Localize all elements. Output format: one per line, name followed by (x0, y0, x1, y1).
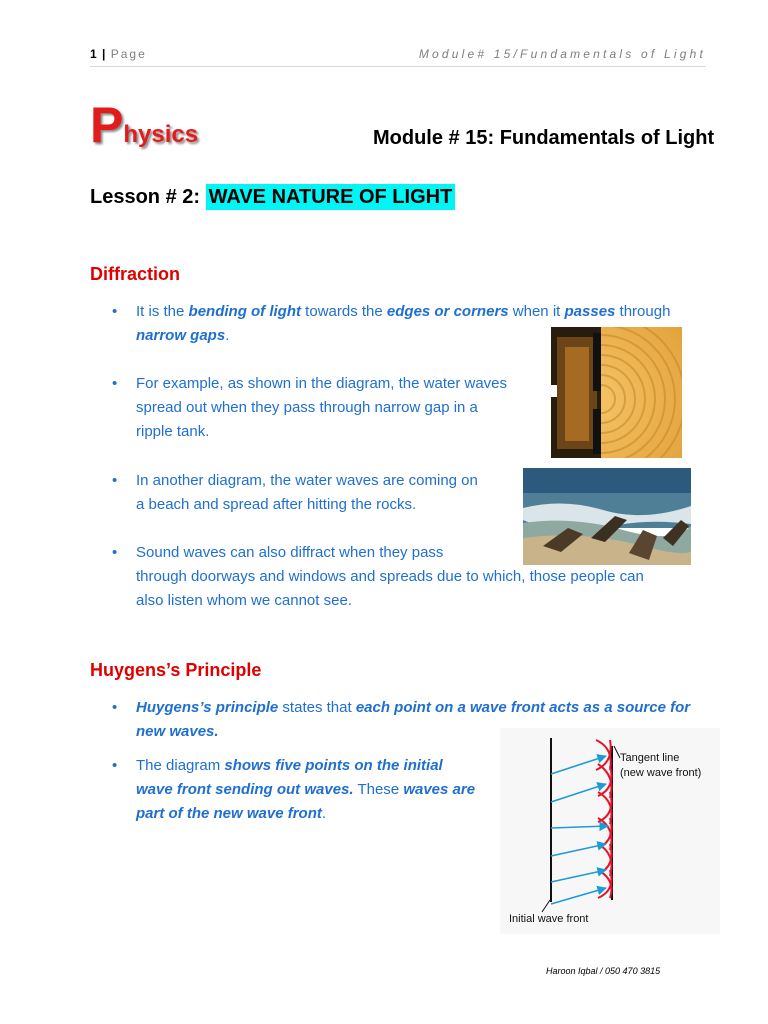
diffraction-bullet-1: • It is the bending of light towards the edges or corners when it passes through narrow gaps. (112, 303, 671, 344)
huygens-heading: Huygens’s Principle (90, 660, 262, 680)
diffraction-bullet-2: • For example, as shown in the diagram, the water waves spread out when they pass through narrow gap in a ripple tank. (112, 375, 508, 440)
page-number: 1 | Page (90, 47, 147, 61)
module-title: Module # 15: Fundamentals of Light (373, 127, 715, 149)
huygens-bullet-2: • The diagram shows five points on the initial wave front sending out waves. These waves are part of the new wave front. (112, 757, 476, 822)
lesson-title: Lesson # 2: WAVE NATURE OF LIGHT (90, 186, 455, 209)
huygens-bullet-1: • Huygens’s principle states that each point on a wave front acts as a source for new waves. (112, 699, 691, 740)
running-header: Module# 15/Fundamentals of Light (418, 47, 706, 61)
physics-logo: Physics (90, 97, 199, 153)
header-divider (90, 66, 706, 67)
lesson-highlight: WAVE NATURE OF LIGHT (206, 184, 456, 210)
diffraction-bullet-4: • Sound waves can also diffract when they pass through doorways and windows and spreads due to which, those people can also listen whom we cannot see. (112, 544, 644, 609)
beach-rocks-image (523, 468, 691, 565)
huygens-diagram (500, 728, 720, 934)
ripple-tank-image (551, 327, 682, 458)
diffraction-bullet-3: • In another diagram, the water waves are coming on a beach and spread after hitting the rocks. (112, 472, 478, 513)
initial-wavefront-label: Initial wave front (509, 913, 589, 925)
tangent-line-label: Tangent line (new wave front) (620, 752, 702, 779)
diffraction-heading: Diffraction (90, 264, 180, 284)
footer-author: Haroon Iqbal / 050 470 3815 (546, 966, 661, 976)
